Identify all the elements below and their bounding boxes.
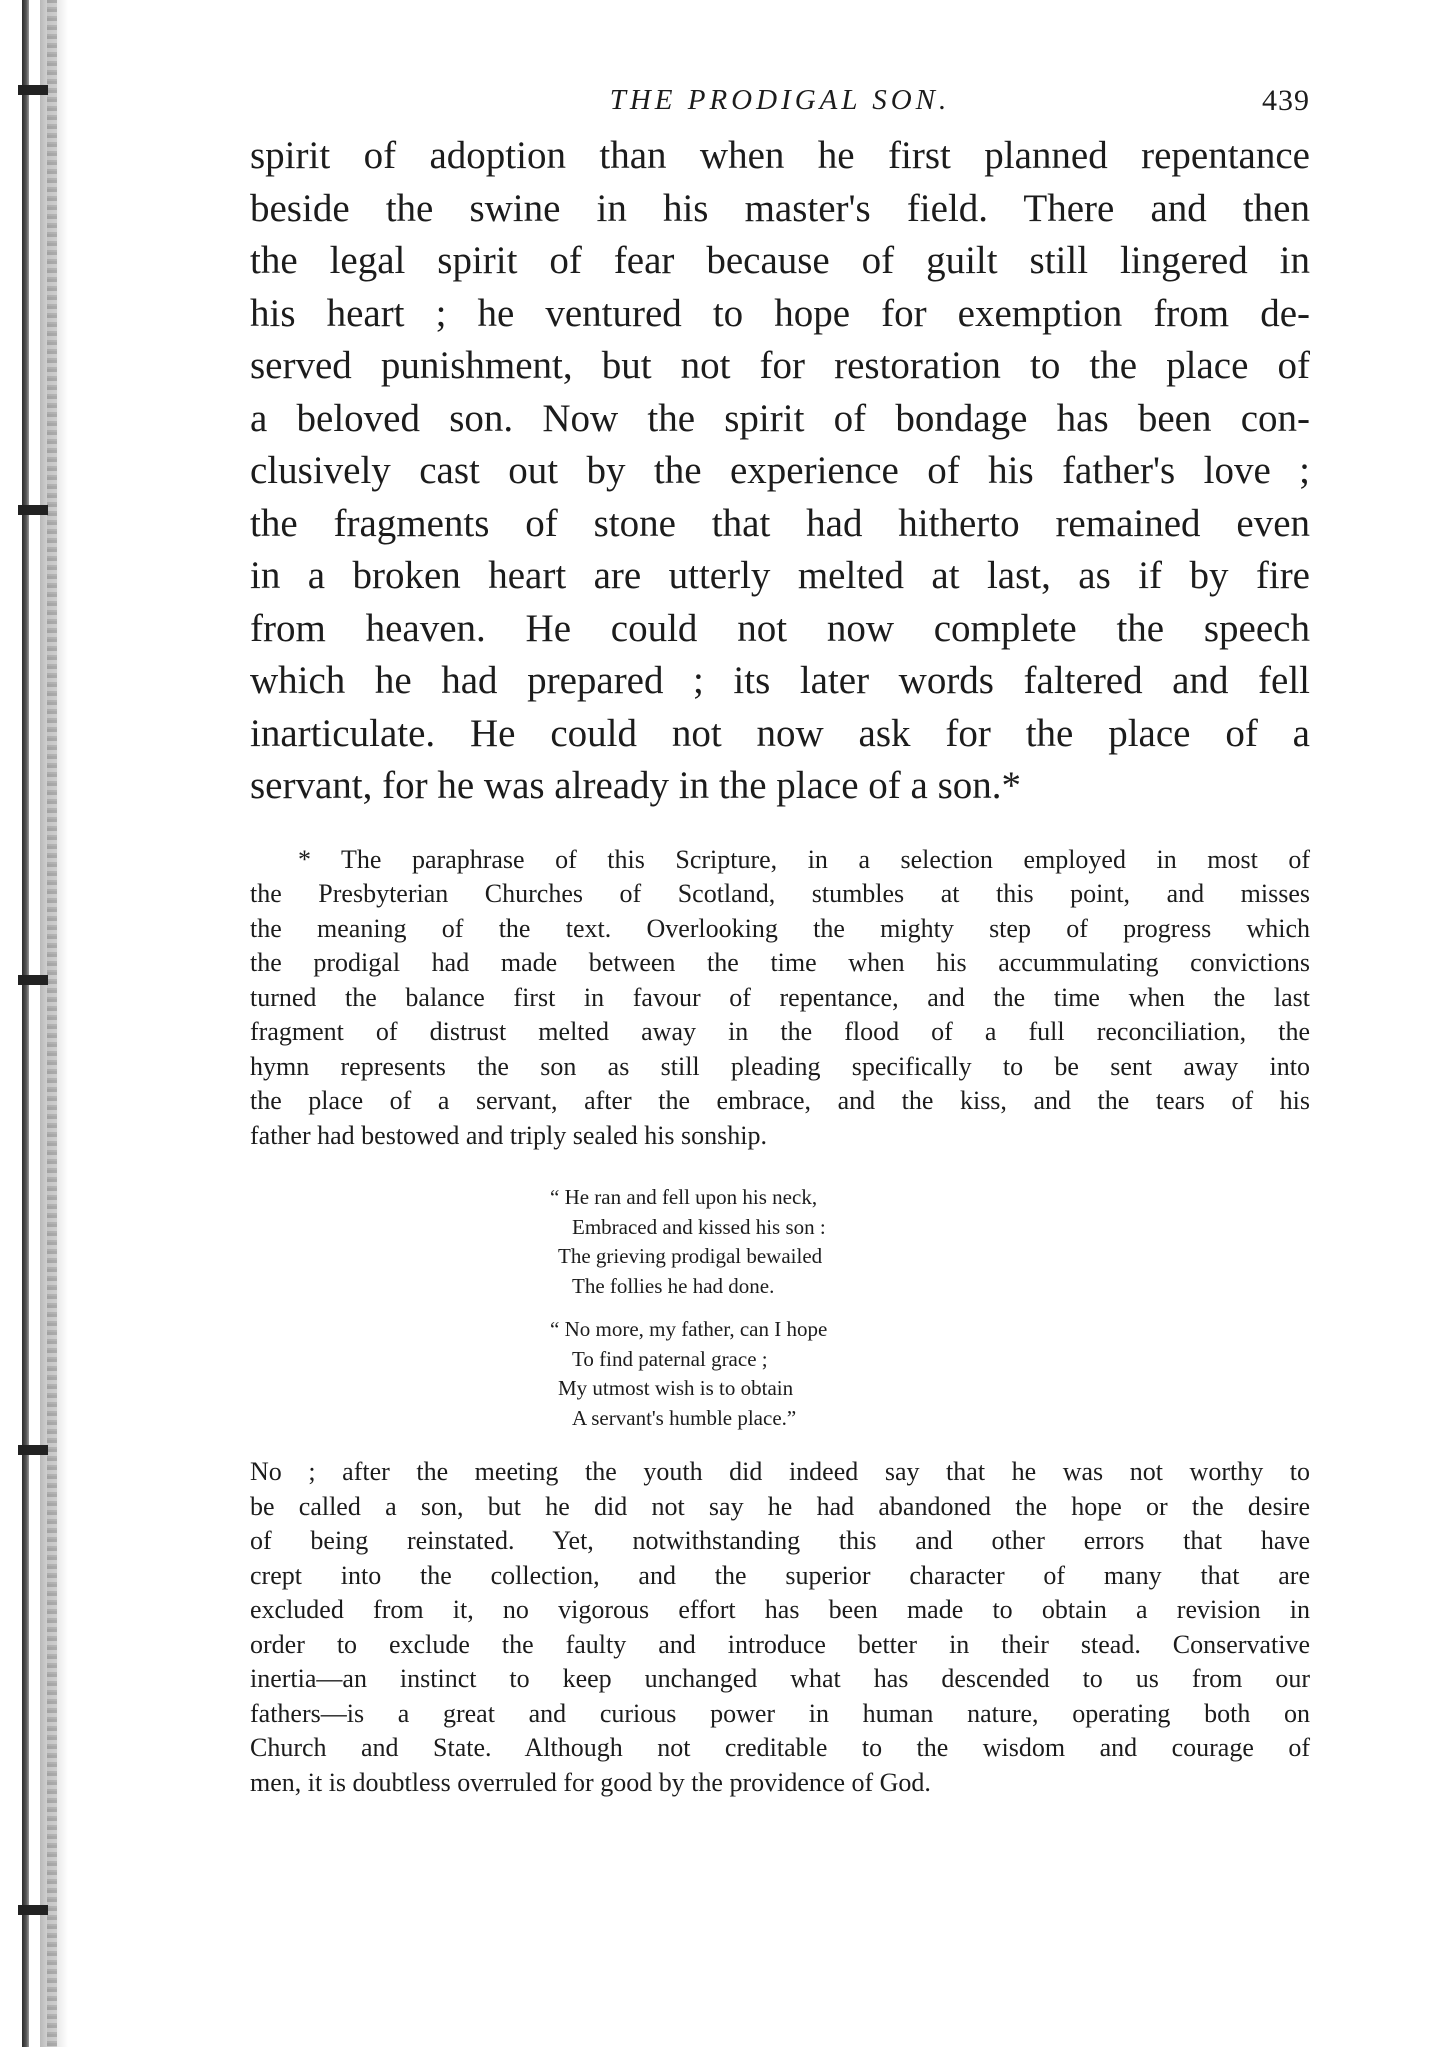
paragraph-line: served punishment, but not for restoration to the place of [250,344,1310,387]
continuation-line: men, it is doubtless overruled for good by the providence of God. [250,1767,931,1797]
continuation-line: of being reinstated. Yet, notwithstanding this and other errors that have [250,1526,1310,1555]
book-page [250,70,1310,1800]
paragraph-line: from heaven. He could not now complete the speech [250,606,1310,650]
continuation-line: order to exclude the faulty and introduce better in their stead. Conservative [250,1629,1310,1659]
binding-notch [18,85,48,95]
page-number: 439 [1262,84,1310,117]
footnote-line: turned the balance first in favour of repentance, and the time when the last [250,982,1310,1012]
hymn-verse: The grieving prodigal bewailed [558,1244,823,1268]
footnote-line: fragment of distrust melted away in the flood of a full reconciliation, the [250,1017,1310,1046]
paragraph-line: beside the swine in his master's field. There and then [250,186,1310,230]
footnote-line: father had bestowed and triply sealed his sonship. [250,1120,767,1150]
footnote [250,843,1310,1154]
paragraph-line: inarticulate. He could not now ask for the place of a [250,711,1310,755]
hymn-stanza [550,1315,1310,1433]
paragraph-line: the fragments of stone that had hitherto remained even [250,501,1310,545]
binding-notch [18,1445,48,1455]
paragraph-line: which he had prepared ; its later words faltered and fell [250,659,1310,702]
binding-gradient [40,0,68,2047]
hymn-quotation [550,1183,1310,1433]
continuation-paragraph [250,1455,1310,1800]
paragraph-line: his heart ; he ventured to hope for exemption from de- [250,291,1310,335]
footnote-line: the place of a servant, after the embrace, and the kiss, and the tears of his [250,1086,1310,1115]
hymn-verse: To find paternal grace ; [572,1346,768,1371]
paragraph-line: spirit of adoption than when he first planned repentance [250,134,1310,177]
paragraph-line: the legal spirit of fear because of guilt still lingered in [250,239,1310,282]
binding-shadow [22,0,29,2047]
continuation-line: Church and State. Although not creditable to the wisdom and courage of [250,1733,1310,1762]
continuation-line: No ; after the meeting the youth did indeed say that he was not worthy to [250,1457,1310,1486]
hymn-verse: “ No more, my father, can I hope [550,1317,828,1341]
paragraph-line: clusively cast out by the experience of his father's love ; [250,449,1310,492]
continuation-line: inertia—an instinct to keep unchanged what has descended to us from our [250,1664,1310,1693]
hymn-verse: My utmost wish is to obtain [558,1376,794,1400]
footnote-line: hymn represents the son as still pleading specifically to be sent away into [250,1051,1310,1081]
footnote-line: the Presbyterian Churches of Scotland, stumbles at this point, and misses [250,879,1310,908]
paragraph-line: servant, for he was already in the place of a son.* [250,764,1022,807]
binding-gutter [0,0,70,2047]
hymn-verse: The follies he had done. [572,1273,775,1298]
footnote-line: the prodigal had made between the time when his accummulating convictions [250,948,1310,977]
paragraph-line: a beloved son. Now the spirit of bondage has been con- [250,396,1310,440]
binding-notch [18,1905,48,1915]
binding-notch [18,975,48,985]
main-paragraph [250,130,1310,813]
paragraph-line: in a broken heart are utterly melted at last, as if by fire [250,554,1310,597]
hymn-verse: A servant's humble place.” [572,1405,797,1430]
running-title: THE PRODIGAL SON. [609,84,951,116]
continuation-line: excluded from it, no vigorous effort has been made to obtain a revision in [250,1595,1310,1624]
footnote-line: * The paraphrase of this Scripture, in a selection employed in most of [298,844,1310,874]
footnote-line: the meaning of the text. Overlooking the mighty step of progress which [250,913,1310,943]
continuation-line: crept into the collection, and the superior character of many that are [250,1560,1310,1590]
binding-notch [18,505,48,515]
hymn-verse: Embraced and kissed his son : [572,1214,826,1239]
page-header [250,70,1310,120]
continuation-line: fathers—is a great and curious power in human nature, operating both on [250,1698,1310,1728]
hymn-verse: “ He ran and fell upon his neck, [550,1185,818,1209]
hymn-stanza [550,1183,1310,1301]
binding-texture [47,0,57,2047]
continuation-line: be called a son, but he did not say he had abandoned the hope or the desire [250,1491,1310,1521]
